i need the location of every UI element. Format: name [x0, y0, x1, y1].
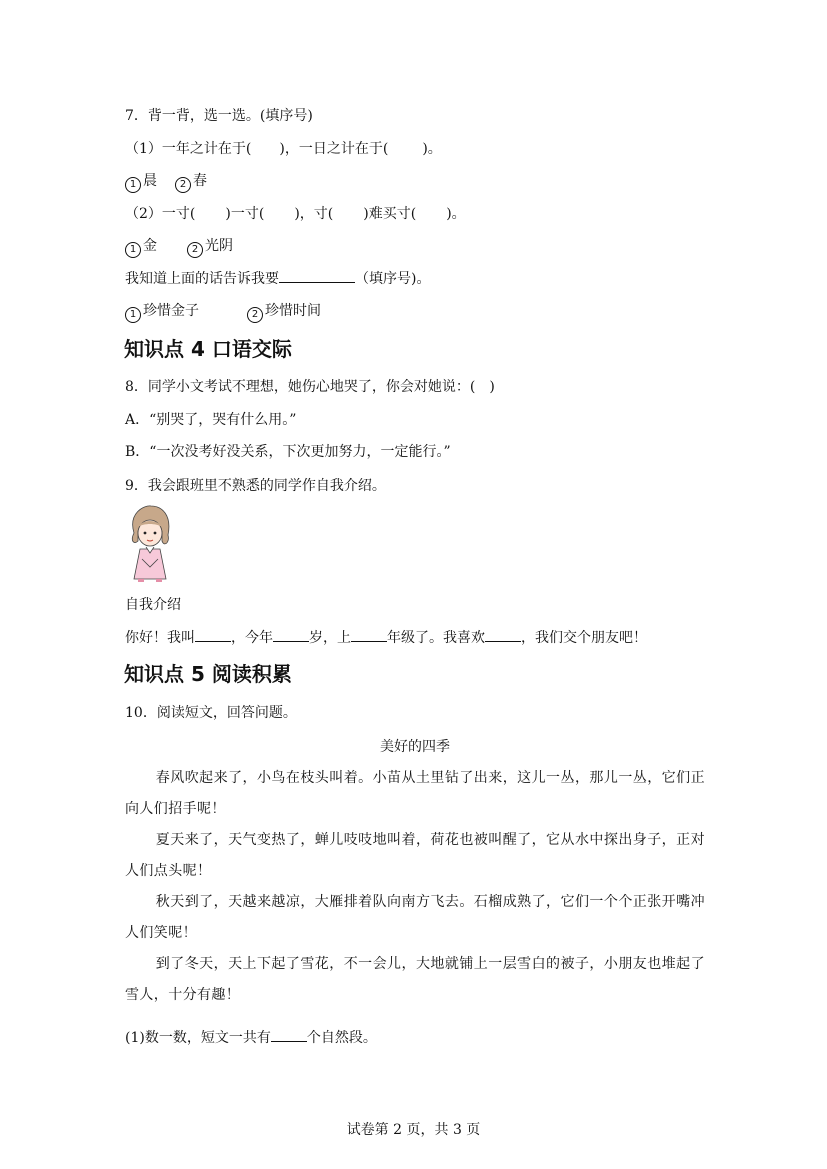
story-paragraph: 到了冬天，天上下起了雪花，不一会儿，大地就铺上一层雪白的被子，小朋友也堆起了雪人，十分有趣！	[125, 956, 705, 1003]
circled-number: 2	[247, 307, 263, 323]
q8-option-a: A．“别哭了，哭有什么用。”	[125, 412, 297, 428]
q7-part2-text-a: （2）一寸(	[125, 206, 196, 222]
q10-sub1-text-b: 个自然段。	[306, 1030, 377, 1046]
story-paragraph: 春风吹起来了，小鸟在枝头叫着。小苗从土里钻了出来，这儿一丛，那儿一丛，它们正向人们招手呢！	[125, 770, 705, 817]
q9-prompt: 9．我会跟班里不熟悉的同学作自我介绍。	[125, 478, 386, 494]
circled-number: 1	[125, 242, 141, 258]
option-label: 春	[193, 173, 207, 189]
q7-part2-text-b: )一寸(	[225, 206, 265, 222]
q7-part2-text-e: )。	[446, 206, 466, 222]
q7-part2-text-d: )难买寸(	[363, 206, 417, 222]
q10-sub1-text-a: (1)数一数，短文一共有	[125, 1030, 271, 1046]
q7-part1-text-b: )，一日之计在于(	[279, 141, 389, 157]
option-label: 珍惜金子	[143, 303, 199, 319]
option-label: 光阴	[205, 238, 233, 254]
q7-know-text-b: （填序号)。	[355, 271, 431, 287]
q9-text-2: ，今年	[231, 630, 273, 646]
q9-text-4: 年级了。我喜欢	[387, 630, 485, 646]
girl-illustration	[124, 503, 176, 583]
q9-intro-sentence	[125, 627, 647, 648]
answer-blank[interactable]	[351, 627, 387, 642]
answer-blank[interactable]	[273, 627, 309, 642]
q7-know	[125, 268, 430, 289]
story-body	[125, 763, 705, 1011]
q9-text-1: 你好！我叫	[125, 630, 195, 646]
q7-prompt: 7．背一背，选一选。(填序号)	[125, 108, 313, 124]
page-footer: 试卷第 2 页，共 3 页	[346, 1122, 481, 1138]
q7-part1-text-a: （1）一年之计在于(	[125, 141, 252, 157]
section-heading-4: 知识点 4 口语交际	[124, 337, 292, 361]
story-paragraph: 夏天来了，天气变热了，蝉儿吱吱地叫着，荷花也被叫醒了，它从水中探出身子，正对人们点头呢！	[125, 832, 705, 879]
section-heading-5: 知识点 5 阅读积累	[124, 662, 292, 686]
circled-number: 2	[175, 177, 191, 193]
q7-know-text-a: 我知道上面的话告诉我要	[125, 271, 279, 287]
q7-options-2	[125, 236, 233, 258]
q7-options-1	[125, 171, 207, 193]
story-paragraph: 秋天到了，天越来越凉，大雁排着队向南方飞去。石榴成熟了，它们一个个正张开嘴冲人们笑呢！	[125, 894, 705, 941]
circled-number: 1	[125, 307, 141, 323]
q9-text-5: ，我们交个朋友吧！	[521, 630, 647, 646]
answer-blank[interactable]	[279, 268, 355, 283]
q7-part1	[125, 139, 442, 159]
q9-intro-label: 自我介绍	[125, 597, 181, 613]
q7-part1-text-c: )。	[422, 141, 442, 157]
q10-prompt: 10．阅读短文，回答问题。	[125, 705, 297, 721]
q9-text-3: 岁，上	[309, 630, 351, 646]
q7-options-3	[125, 301, 321, 323]
answer-blank[interactable]	[271, 1027, 307, 1042]
q8-option-b: B．“一次没考好没关系，下次更加努力，一定能行。”	[125, 444, 451, 460]
circled-number: 2	[187, 242, 203, 258]
circled-number: 1	[125, 177, 141, 193]
q7-part2-text-c: )，寸(	[294, 206, 334, 222]
option-label: 晨	[143, 173, 157, 189]
q7-part2	[125, 204, 466, 224]
answer-blank[interactable]	[485, 627, 521, 642]
q10-sub1	[125, 1027, 377, 1048]
option-label: 金	[143, 238, 157, 254]
story-title: 美好的四季	[380, 739, 450, 755]
option-label: 珍惜时间	[265, 303, 321, 319]
answer-blank[interactable]	[195, 627, 231, 642]
q8-prompt: 8．同学小文考试不理想，她伤心地哭了，你会对她说：( )	[125, 379, 495, 395]
